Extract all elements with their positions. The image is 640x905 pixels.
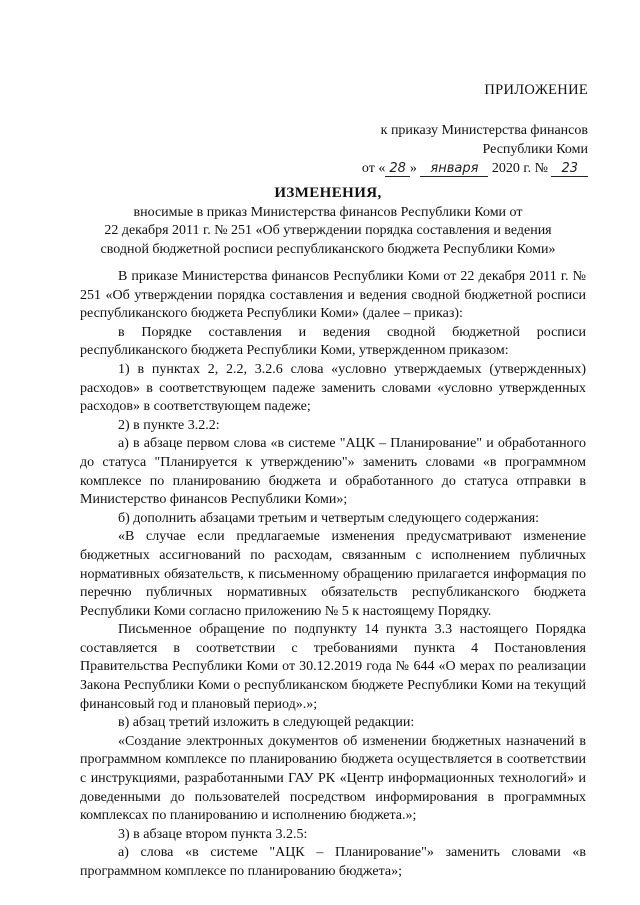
paragraph: 3) в абзаце втором пункта 3.2.5:: [118, 826, 308, 842]
date-year: 2020 г. №: [491, 161, 548, 176]
appendix-label: ПРИЛОЖЕНИЕ: [484, 82, 588, 98]
title-line-1: вносимые в приказ Министерства финансов Республики Коми от: [133, 204, 523, 220]
date-prefix: от «: [361, 161, 386, 176]
paragraph: 1) в пунктах 2, 2.2, 3.2.6 слова «условно утверждаемых (утвержденных) расходов» в соответствующем падеже заменить словами «условно утвержденных расходов» в соответствующем падеже;: [80, 361, 586, 415]
order-reference: [288, 121, 588, 178]
date-day-handwritten: 28: [385, 162, 410, 177]
title-heading: ИЗМЕНЕНИЯ,: [274, 185, 382, 201]
paragraph: В приказе Министерства финансов Республики Коми от 22 декабря 2011 г. № 251 «Об утверждении порядка составления и ведения сводной бюджетной росписи республиканского бюджета Республики Коми» (далее – приказ):: [80, 269, 586, 322]
document-title: [80, 184, 576, 259]
order-date-line: [288, 159, 588, 178]
paragraph: в) абзац третий изложить в следующей редакции:: [118, 715, 415, 731]
paragraph: а) в абзаце первом слова «в системе "АЦК – Планирование" и обработанного до статуса "Планируется к утверждению"» заменить словами «в программном комплексе по планированию бюджета и обработанного до статуса отправки в Министерство финансов Республики Коми»;: [80, 436, 586, 508]
order-reference-line2: Республики Коми: [482, 142, 588, 157]
paragraph: б) дополнить абзацами третьим и четвертым следующего содержания:: [118, 510, 540, 526]
paragraph: «В случае если предлагаемые изменения предусматривают изменение бюджетных ассигнований по расходам, связанным с исполнением публичных нормативных обязательств, к письменному обращению прилагается информация по перечню публичных нормативных обязательств республиканского бюджета Республики Коми согласно приложению № 5 к настоящему Порядку.: [80, 529, 586, 619]
order-number-handwritten: 23: [551, 162, 588, 177]
date-mid: »: [409, 161, 417, 176]
paragraph: Письменное обращение по подпункту 14 пункта 3.3 настоящего Порядка составляется в соответствии с требованиями пункта 4 Постановления Правительства Республики Коми от 30.12.2019 года № 644 «О мерах по реализации Закона Республики Коми о республиканском бюджете Республики Коми на текущий финансовый год и плановый период».»;: [80, 622, 586, 712]
paragraph: а) слова «в системе "АЦК – Планирование"» заменить словами «в программном комплексе по планированию бюджета»;: [80, 845, 586, 879]
title-line-3: сводной бюджетной росписи республиканского бюджета Республики Коми»: [100, 241, 556, 257]
date-month-handwritten: января: [420, 162, 488, 177]
paragraph: «Создание электронных документов об изменении бюджетных назначений в программном комплексе по планированию бюджета осуществляется в соответствии с инструкциями, разработанными ГАУ РК «Центр информационных технологий» и доведенными до пользователей посредством информирования в программных комплексах по планированию и исполнению бюджета.»;: [80, 733, 586, 824]
paragraph: 2) в пункте 3.2.2:: [118, 417, 220, 433]
order-reference-line1: к приказу Министерства финансов: [380, 123, 588, 138]
paragraph: в Порядке составления и ведения сводной бюджетной росписи республиканского бюджета Республики Коми, утвержденном приказом:: [80, 324, 586, 359]
title-line-2: 22 декабря 2011 г. № 251 «Об утверждении порядка составления и ведения: [104, 223, 552, 238]
document-body: [80, 268, 586, 882]
